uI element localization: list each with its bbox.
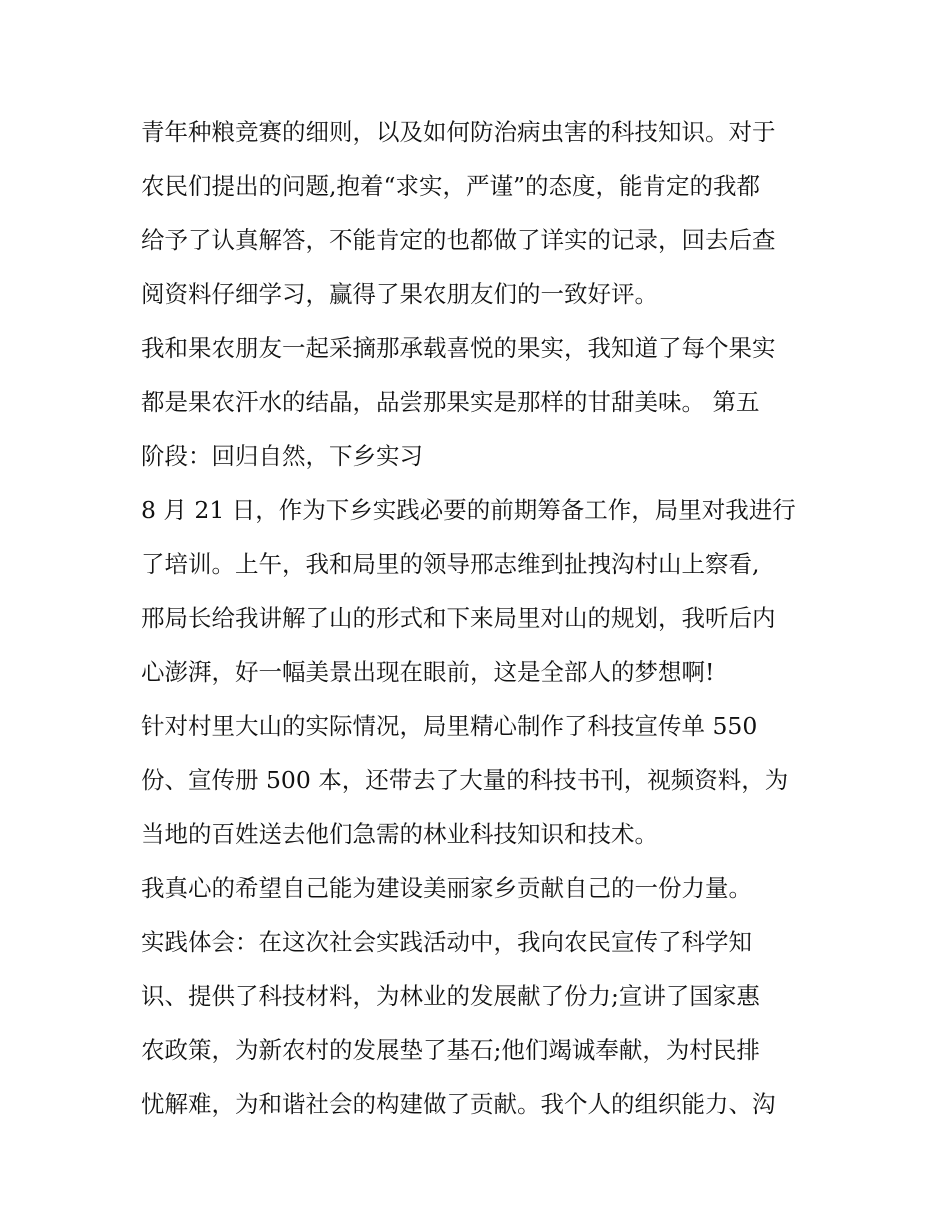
text-line: 青年种粮竞赛的细则，以及如何防治病虫害的科技知识。对于 — [141, 118, 776, 146]
text-line: 农政策，为新农村的发展垫了基石;他们竭诚奉献，为村民排 — [141, 1036, 760, 1064]
body-text — [141, 105, 831, 1131]
text-line: 忧解难，为和谐社会的构建做了贡献。我个人的组织能力、沟 — [141, 1090, 776, 1118]
text-line: 阅资料仔细学习，赢得了果农朋友们的一致好评。 — [141, 280, 658, 308]
text-line: 当地的百姓送去他们急需的林业科技知识和技术。 — [141, 820, 658, 848]
text-line: 针对村里大山的实际情况，局里精心制作了科技宣传单 550 — [141, 712, 758, 740]
text-line: 我和果农朋友一起采摘那承载喜悦的果实，我知道了每个果实 — [141, 334, 776, 362]
text-line: 实践体会：在这次社会实践活动中，我向农民宣传了科学知 — [141, 928, 752, 956]
text-line: 阶段：回归自然，下乡实习 — [141, 442, 423, 470]
text-line: 都是果农汗水的结晶，品尝那果实是那样的甘甜美味。 第五 — [141, 388, 760, 416]
text-line: 了培训。上午，我和局里的领导邢志维到扯拽沟村山上察看, — [141, 550, 760, 578]
text-line: 给予了认真解答，不能肯定的也都做了详实的记录，回去后查 — [141, 226, 776, 254]
text-line: 邢局长给我讲解了山的形式和下来局里对山的规划，我听后内 — [141, 604, 776, 632]
text-line: 我真心的希望自己能为建设美丽家乡贡献自己的一份力量。 — [141, 874, 752, 902]
text-line: 份、宣传册 500 本，还带去了大量的科技书刊，视频资料，为 — [141, 766, 789, 794]
text-line: 心澎湃，好一幅美景出现在眼前，这是全部人的梦想啊! — [141, 658, 715, 686]
text-line: 识、提供了科技材料，为林业的发展献了份力;宣讲了国家惠 — [141, 982, 760, 1010]
text-line: 8 月 21 日，作为下乡实践必要的前期筹备工作，局里对我进行 — [141, 496, 796, 524]
text-line: 农民们提出的问题,抱着“求实，严谨”的态度，能肯定的我都 — [141, 172, 760, 200]
